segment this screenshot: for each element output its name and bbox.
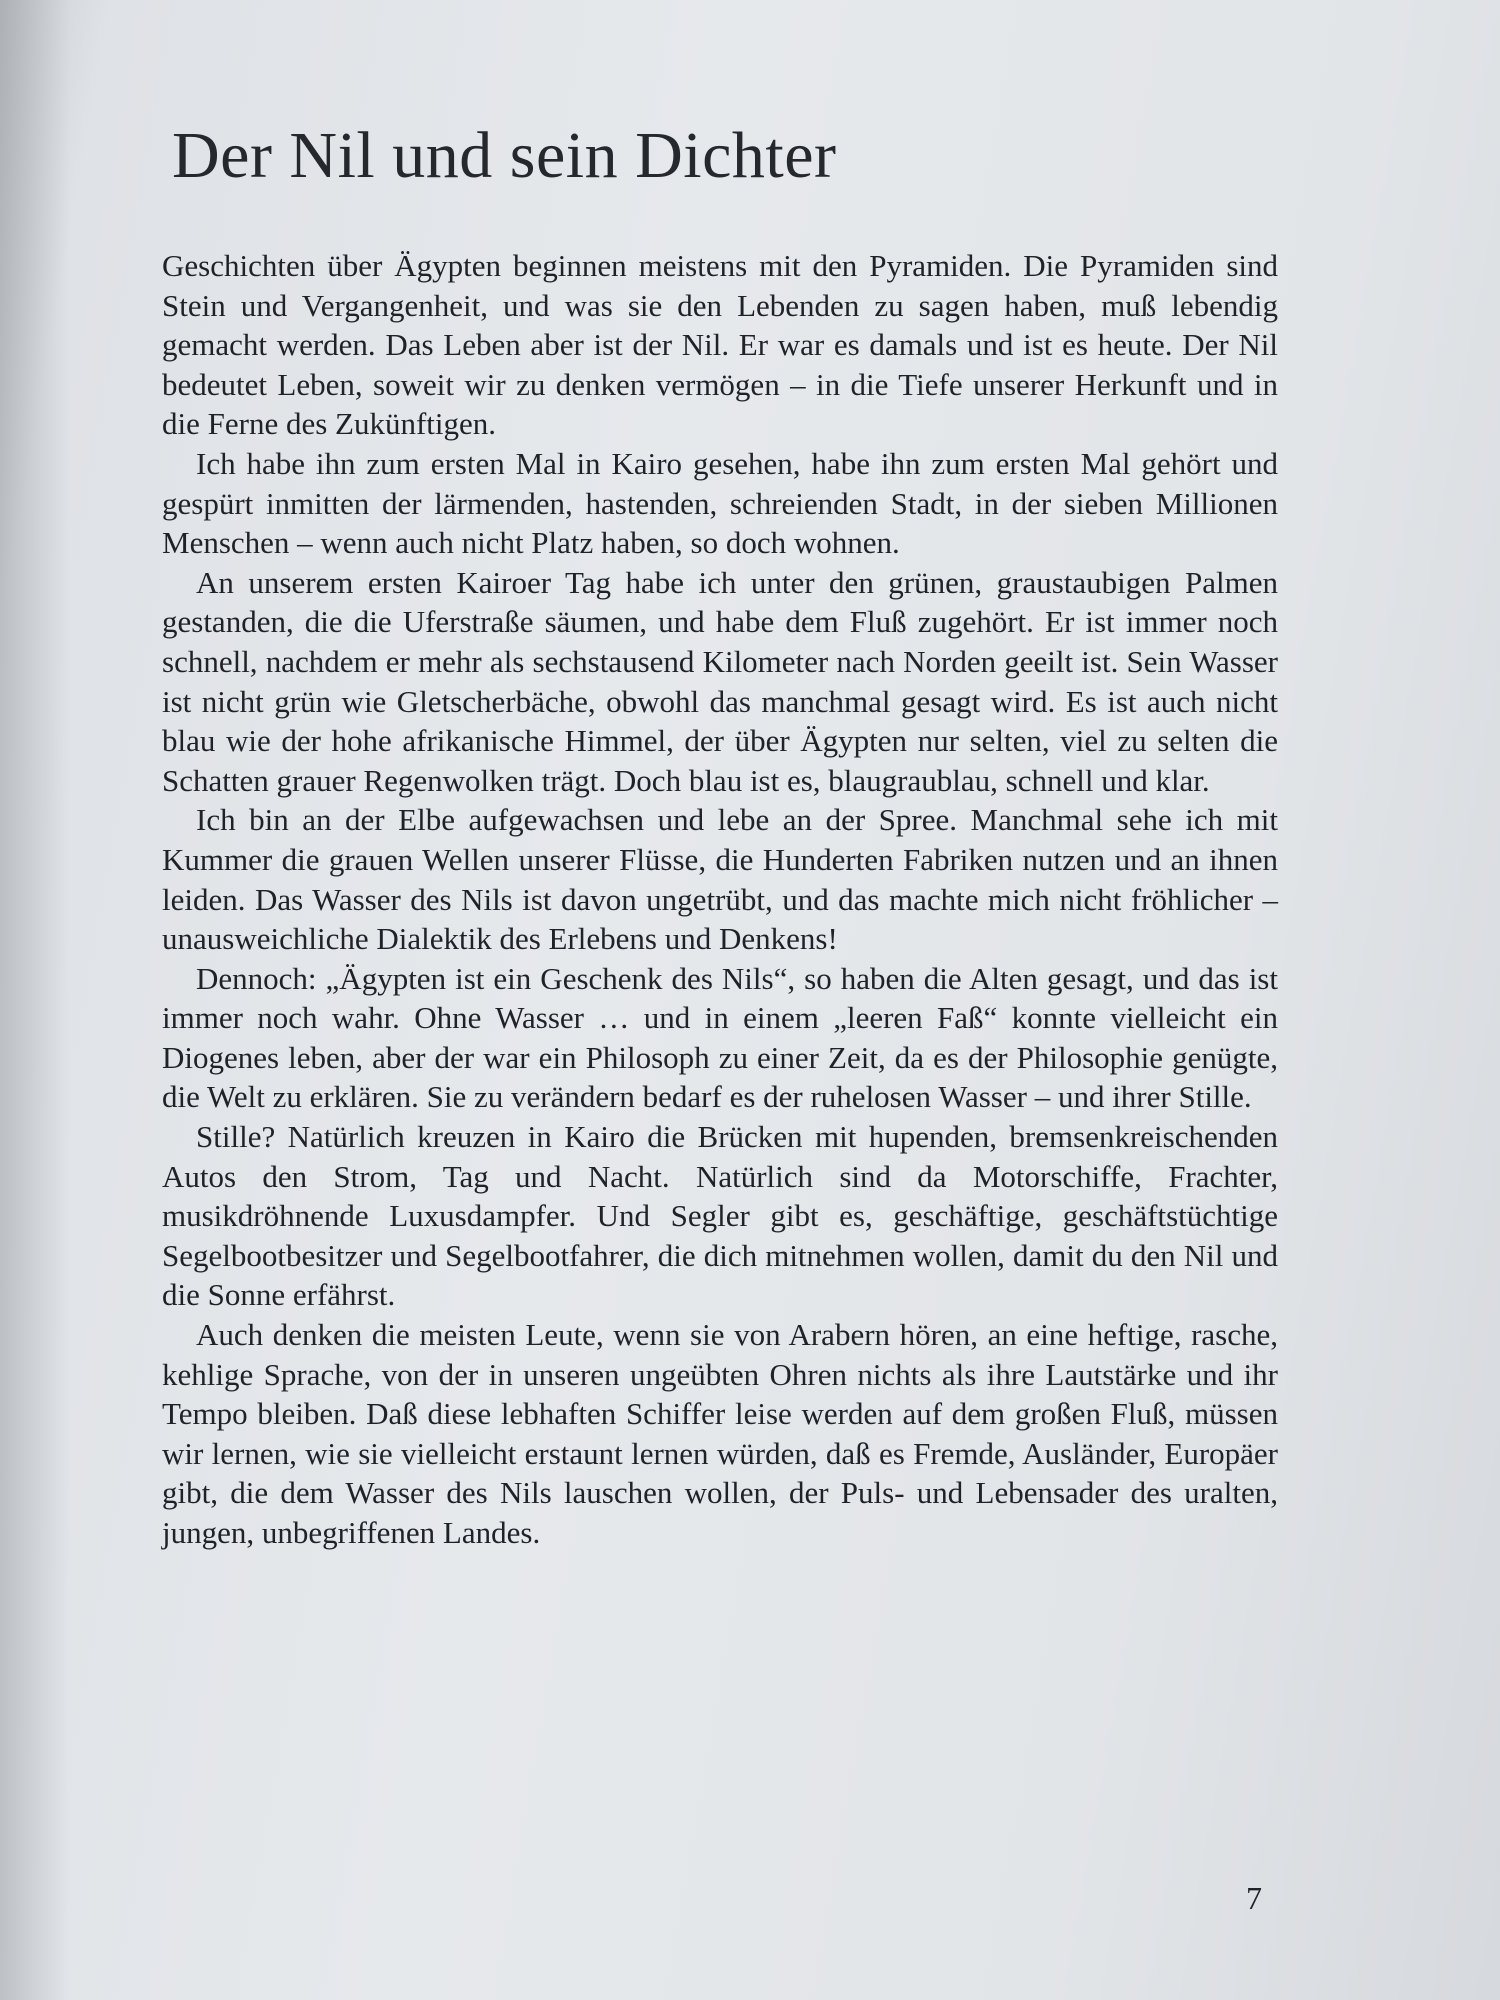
paragraph: An unserem ersten Kairoer Tag habe ich unter den grünen, graustaubigen Palmen gestanden, die die Uferstraße säumen, und habe dem Fluß zugehört. Er ist immer noch schnell, nachdem er mehr als sechstausend Kilometer nach Norden geeilt ist. Sein Wasser ist nicht grün wie Gletscherbäche, obwohl das manchmal gesagt wird. Es ist auch nicht blau wie der hohe afrikanische Himmel, der über Ägypten nur selten, viel zu selten die Schatten grauer Regenwolken trägt. Doch blau ist es, blaugraublau, schnell und klar. (162, 564, 1278, 798)
paragraph: Ich bin an der Elbe aufgewachsen und lebe an der Spree. Manchmal sehe ich mit Kummer die grauen Wellen unserer Flüsse, die Hunderten Fabriken nutzen und an ihnen leiden. Das Wasser des Nils ist davon ungetrübt, und das machte mich nicht fröhlicher – unausweichliche Dialektik des Erlebens und Denkens! (162, 802, 1278, 957)
paragraph: Ich habe ihn zum ersten Mal in Kairo gesehen, habe ihn zum ersten Mal gehört und gespürt inmitten der lärmenden, hastenden, schreienden Stadt, in der sieben Millionen Menschen – wenn auch nicht Platz haben, so doch wohnen. (162, 445, 1278, 561)
paragraph: Geschichten über Ägypten beginnen meistens mit den Pyramiden. Die Pyramiden sind Stein und Vergangenheit, und was sie den Lebenden zu sagen haben, muß lebendig gemacht werden. Das Leben aber ist der Nil. Er war es damals und ist es heute. Der Nil bedeutet Leben, soweit wir zu denken vermögen – in die Tiefe unserer Herkunft und in die Ferne des Zukünftigen. (162, 248, 1278, 442)
page-gutter-shadow (0, 0, 70, 2000)
paragraph: Stille? Natürlich kreuzen in Kairo die Brücken mit hupenden, bremsenkreischenden Autos den Strom, Tag und Nacht. Natürlich sind da Motorschiffe, Frachter, musikdröhnende Luxusdampfer. Und Segler gibt es, geschäftige, geschäftstüchtige Segelbootbesitzer und Segelbootfahrer, die dich mitnehmen wollen, damit du den Nil und die Sonne erfährst. (162, 1119, 1278, 1313)
page-number: 7 (1246, 1880, 1262, 1916)
chapter-title: Der Nil und sein Dichter (172, 119, 837, 192)
paragraph: Dennoch: „Ägypten ist ein Geschenk des Nils“, so haben die Alten gesagt, und das ist immer noch wahr. Ohne Wasser … und in einem „leeren Faß“ konnte vielleicht ein Diogenes leben, aber der war ein Philosoph zu einer Zeit, da es der Philosophie genügte, die Welt zu erklären. Sie zu verändern bedarf es der ruhelosen Wasser – und ihrer Stille. (162, 960, 1278, 1115)
paragraph: Auch denken die meisten Leute, wenn sie von Arabern hören, an eine heftige, rasche, kehlige Sprache, von der in unseren ungeübten Ohren nichts als ihre Lautstärke und ihr Tempo bleiben. Daß diese lebhaften Schiffer leise werden auf dem großen Fluß, müssen wir lernen, wie sie vielleicht erstaunt lernen würden, daß es Fremde, Ausländer, Europäer gibt, die dem Wasser des Nils lauschen wollen, der Puls- und Lebensader des uralten, jungen, unbegriffenen Landes. (162, 1317, 1278, 1550)
body-text (162, 246, 1278, 1553)
